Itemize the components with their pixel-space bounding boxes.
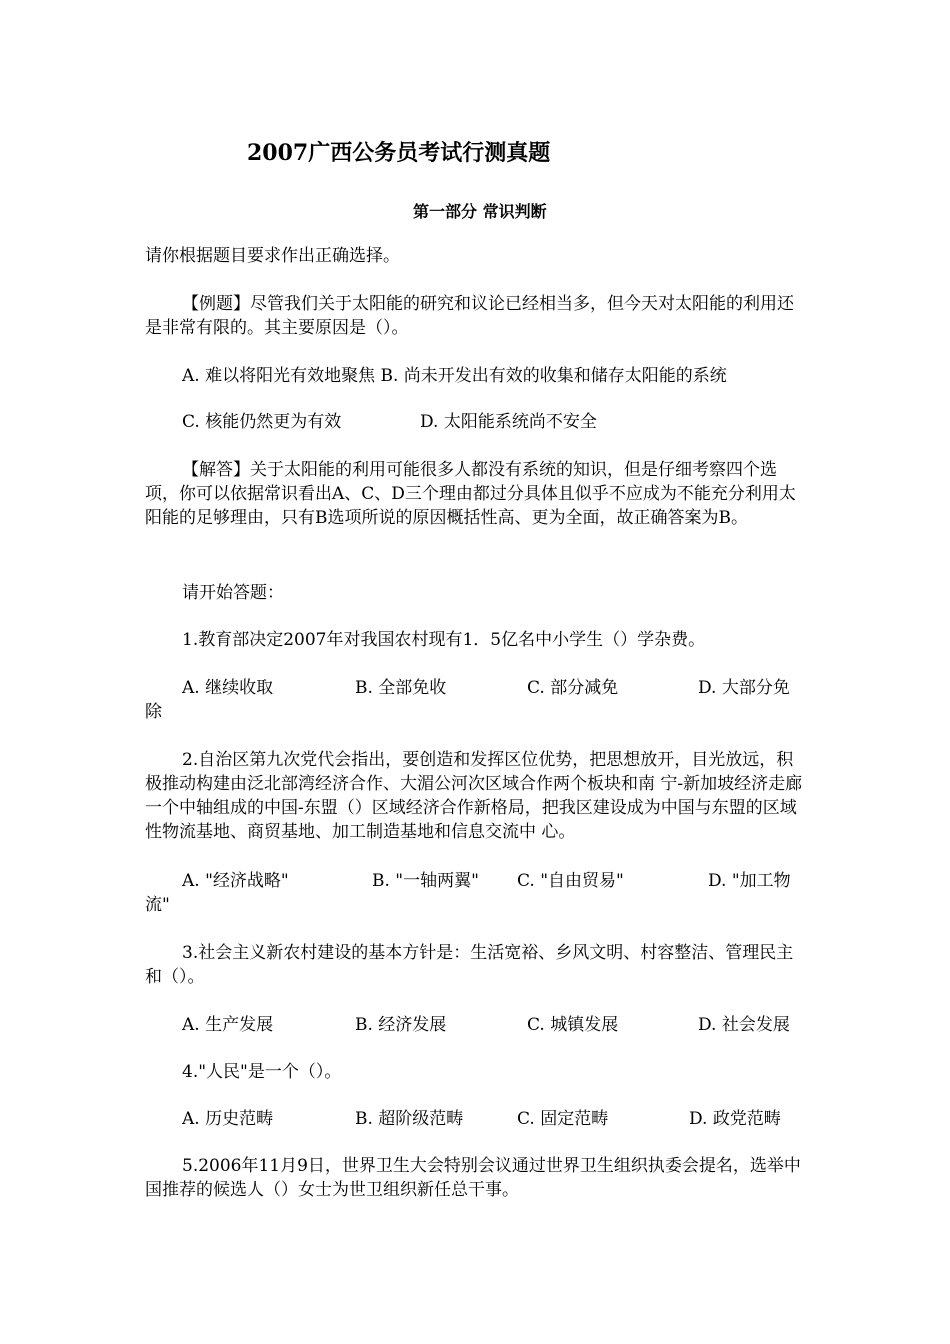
q1-option-b: B. 全部免收: [355, 678, 447, 698]
q2-option-c: C. "自由贸易": [517, 871, 624, 891]
example-answer: 【解答】关于太阳能的利用可能很多人都没有系统的知识，但是仔细考察四个选项，你可以依据常识看出A、C、D三个理由都过分具体且似乎不应成为不能充分利用太阳能的足够理由，只有B选项所说的原因概括性高、更为全面，故正确答案为B。: [145, 460, 796, 528]
q1-option-c: C. 部分减免: [527, 678, 619, 698]
q4-option-b: B. 超阶级范畴: [355, 1109, 464, 1129]
example-option-d: D. 太阳能系统尚不安全: [420, 412, 597, 432]
example-option-c: C. 核能仍然更为有效: [182, 412, 342, 432]
q3-option-b: B. 经济发展: [355, 1015, 447, 1035]
question-2: 2.自治区第九次党代会指出，要创造和发挥区位优势，把思想放开，目光放远，积极推动构建由泛北部湾经济合作、大湄公河次区域合作两个板块和南 宁-新加坡经济走廊一个中轴组成的中国-东盟（）区域经济合作新格局，把我区建设成为中国与东盟的区域性物流基地、商贸基地、加工制造基地和信息交流中 心。: [145, 750, 803, 842]
q2-option-b: B. "一轴两翼": [372, 871, 479, 891]
q4-option-c: C. 固定范畴: [517, 1109, 609, 1129]
q4-option-a: A. 历史范畴: [182, 1109, 274, 1129]
q3-option-c: C. 城镇发展: [527, 1015, 619, 1035]
q4-option-d: D. 政党范畴: [689, 1109, 781, 1129]
q1-option-d: D. 大部分免: [698, 678, 790, 698]
example-options-ab: A. 难以将阳光有效地聚焦 B. 尚未开发出有效的收集和储存太阳能的系统: [182, 366, 727, 386]
q3-option-d: D. 社会发展: [698, 1015, 790, 1035]
question-4: 4."人民"是一个（）。: [182, 1062, 342, 1082]
q2-option-d: D. "加工物: [708, 871, 791, 891]
start-prompt: 请开始答题：: [182, 583, 284, 603]
q1-option-d-wrap: 除: [145, 702, 162, 722]
q2-option-d-wrap: 流": [145, 895, 170, 915]
instruction-text: 请你根据题目要求作出正确选择。: [145, 246, 400, 266]
question-1: 1.教育部决定2007年对我国农村现有1．5亿名中小学生（）学杂费。: [182, 630, 706, 650]
example-question: 【例题】尽管我们关于太阳能的研究和议论已经相当多，但今天对太阳能的利用还是非常有限的。其主要原因是（）。: [145, 294, 794, 338]
section-heading: 第一部分 常识判断: [413, 202, 547, 221]
document-title: 2007广西公务员考试行测真题: [247, 140, 551, 166]
question-3: 3.社会主义新农村建设的基本方针是：生活宽裕、乡风文明、村容整洁、管理民主和（）。: [145, 943, 794, 987]
question-5: 5.2006年11月9日，世界卫生大会特别会议通过世界卫生组织执委会提名，选举中国推荐的候选人（）女士为世卫组织新任总干事。: [145, 1156, 801, 1200]
q3-option-a: A. 生产发展: [182, 1015, 274, 1035]
q1-option-a: A. 继续收取: [182, 678, 274, 698]
q2-option-a: A. "经济战略": [182, 871, 289, 891]
